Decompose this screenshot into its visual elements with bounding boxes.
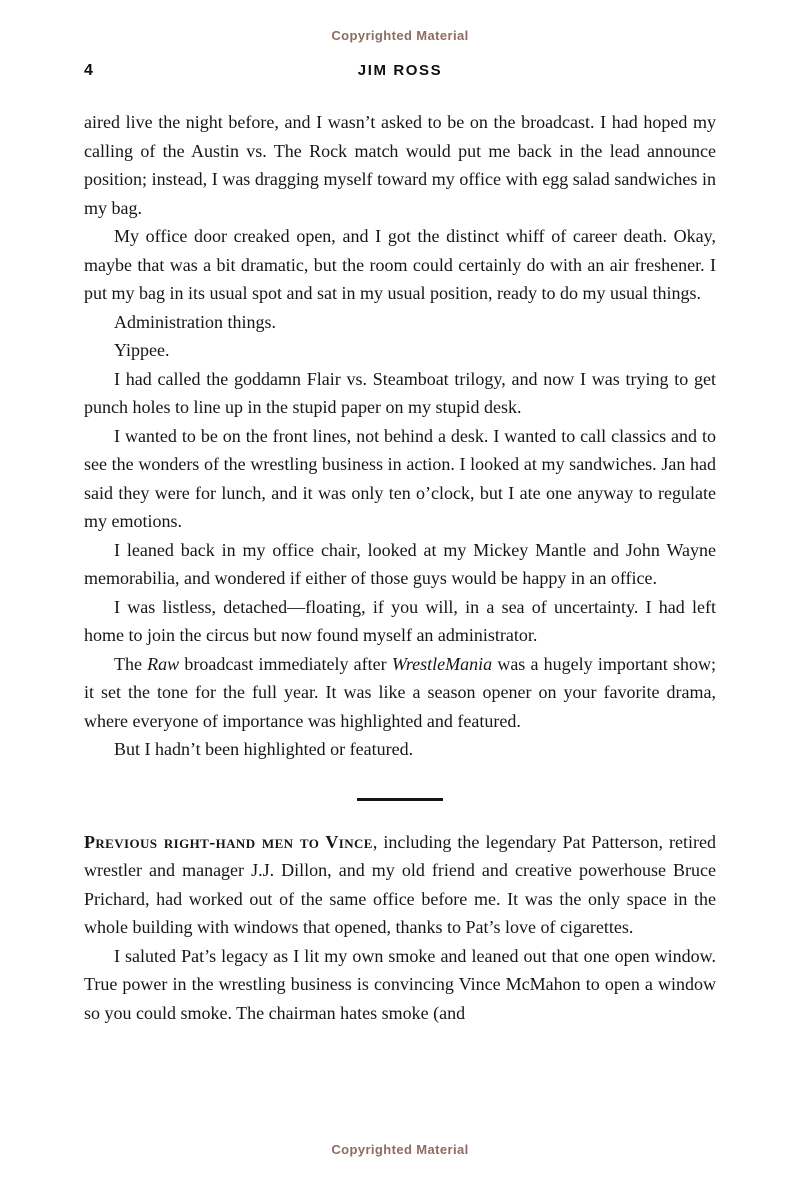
running-header-title: JIM ROSS (357, 62, 443, 79)
text-run: I was listless, detached—floating, if you will, in a sea of uncertainty. I had left home to join the circus but now found myself an administrator. (84, 596, 716, 645)
paragraph (84, 735, 716, 764)
text-run: was a hugely important show; it set the tone for the full year. It was like a season opener on your favorite drama, where everyone of importance was highlighted and featured. (84, 653, 716, 731)
text-run: I had called the goddamn Flair vs. Steamboat trilogy, and now I was trying to get punch holes to line up in the stupid paper on my stupid desk. (84, 368, 716, 417)
paragraph (84, 593, 716, 650)
paragraph (84, 828, 716, 942)
paragraph (84, 336, 716, 365)
copyright-notice-top: Copyrighted Material (331, 28, 469, 43)
text-run: I wanted to be on the front lines, not behind a desk. I wanted to call classics and to see the wonders of the wrestling business in action. I looked at my sandwiches. Jan had said they were for lunch, and it was only ten o’clock, but I ate one anyway to regulate my emotions. (84, 425, 716, 531)
paragraph (84, 108, 716, 222)
page-number: 4 (84, 62, 93, 79)
text-run: The (114, 653, 148, 674)
page-header (84, 62, 716, 82)
text-run: Administration things. (114, 311, 276, 332)
text-run: , including the legendary Pat Patterson, retired wrestler and manager J.J. Dillon, and my old friend and creative powerhouse Bruce Prichard, had worked out of the same office before me. It was the only space in the whole building with windows that opened, thanks to Pat’s love of cigarettes. (84, 831, 716, 937)
copyright-notice-bottom: Copyrighted Material (331, 1142, 469, 1157)
text-run: I leaned back in my office chair, looked at my Mickey Mantle and John Wayne memorabilia, and wondered if either of those guys would be happy in an office. (84, 539, 716, 588)
paragraph (84, 650, 716, 736)
paragraph (84, 536, 716, 593)
text-run: broadcast immediately after (179, 653, 392, 674)
section-divider (357, 798, 443, 801)
text-run: Yippee. (114, 340, 170, 360)
text-run-smallcaps: Previous right-hand men to Vince (84, 831, 373, 852)
text-run: I saluted Pat’s legacy as I lit my own smoke and leaned out that one open window. True power in the wrestling business is convincing Vince McMahon to open a window so you could smoke. The chairman hates smoke (and (84, 945, 716, 1023)
text-run-italic: Raw (147, 653, 180, 674)
text-run-italic: WrestleMania (391, 653, 493, 674)
body-text (84, 108, 716, 1027)
paragraph (84, 422, 716, 536)
text-run: But I hadn’t been highlighted or featured. (114, 739, 414, 759)
text-run: My office door creaked open, and I got the distinct whiff of career death. Okay, maybe that was a bit dramatic, but the room could certainly do with an air freshener. I put my bag in its usual spot and sat in my usual position, ready to do my usual things. (84, 226, 716, 303)
paragraph (84, 222, 716, 308)
paragraph (84, 308, 716, 337)
text-run: aired live the night before, and I wasn’t asked to be on the broadcast. I had hoped my calling of the Austin vs. The Rock match would put me back in the lead announce position; instead, I was dragging myself toward my office with egg salad sandwiches in my bag. (84, 112, 716, 218)
paragraph (84, 942, 716, 1028)
paragraph (84, 365, 716, 422)
